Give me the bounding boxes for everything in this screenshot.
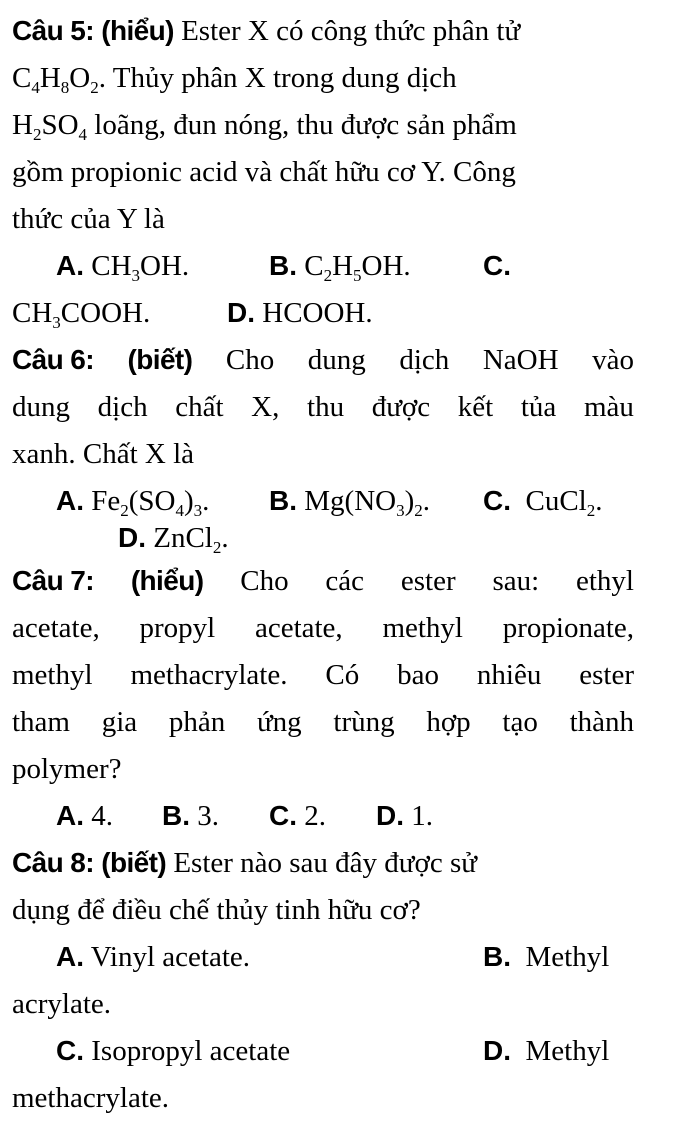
q5-option-c-value: $CH_3COOH$. [12, 297, 151, 332]
q8-option-d: D. Methyl [483, 1035, 610, 1067]
q5-option-d: D. HCOOH. [227, 297, 373, 329]
q5-text: loãng, đun nóng, thu được sản phẩm [87, 109, 517, 141]
q5-label: Câu 5: [12, 15, 94, 46]
q7-option-d: D. 1. [376, 800, 433, 832]
q5-line-1 [12, 14, 634, 50]
q5-line-3 [12, 108, 634, 144]
q8-options-row-2 [12, 1034, 634, 1070]
q7-options-row [12, 799, 634, 835]
q5-options-row-2 [12, 296, 634, 332]
q8-label: Câu 8: [12, 847, 94, 878]
q5-option-c-label: C. [483, 250, 511, 281]
q6-label: Câu 6: [12, 344, 94, 375]
q5-level: (hiểu) [101, 15, 174, 46]
q7-line-3: methyl methacrylate. Có bao nhiêu ester [12, 659, 634, 691]
q7-line-2: acetate, propyl acetate, methyl propionate, [12, 612, 634, 644]
q6-option-a: A. $Fe_2(SO_4)_3$. [56, 485, 210, 520]
q8-option-a: A. Vinyl acetate. [56, 941, 251, 973]
q6-line-3: xanh. Chất X là [12, 438, 195, 470]
q6-level: (biết) [127, 344, 193, 375]
q5-line-5: thức của Y là [12, 203, 165, 235]
q7-option-a: A. 4. [56, 800, 113, 832]
q8-option-c: C. Isopropyl acetate [56, 1035, 291, 1067]
q8-option-b: B. Methyl [483, 941, 610, 973]
q8-line-2: dụng để điều chế thủy tinh hữu cơ? [12, 894, 421, 926]
q5-options-row-1 [12, 249, 634, 285]
q6-options-row-1 [12, 484, 634, 520]
q6-line-2: dung dịch chất X, thu được kết tủa màu [12, 391, 634, 423]
q5-option-b: B. $C_2H_5OH$. [269, 250, 411, 285]
q5-option-a: A. $CH_3OH$. [56, 250, 190, 285]
q6-options-row-2 [12, 521, 634, 557]
q5-line-4: gồm propionic acid và chất hữu cơ Y. Công [12, 156, 516, 188]
q6-line-1: Câu 6: (biết) Cho dung dịch NaOH vào [12, 343, 634, 379]
q8-level: (biết) [101, 847, 167, 878]
q6-option-b: B. $Mg(NO_3)_2$. [269, 485, 431, 520]
q8-text: Ester nào sau đây được sử [166, 847, 477, 879]
q7-line-5: polymer? [12, 753, 122, 785]
q6-option-c: C. CuCl$_2$. [483, 485, 603, 520]
q8-option-b-cont: acrylate. [12, 988, 112, 1020]
q5-line-2 [12, 61, 634, 97]
q7-line-4: tham gia phản ứng trùng hợp tạo thành [12, 706, 634, 738]
q5-text: Ester X có công thức phân tử [173, 15, 521, 47]
q8-options-row-1 [12, 940, 634, 976]
q5-formula: $C_4H_8O_2$ [12, 62, 99, 97]
q8-line-1 [12, 846, 634, 882]
q6-option-d: D. ZnCl$_2$. [118, 522, 229, 557]
q7-option-c: C. 2. [269, 800, 326, 832]
q7-line-1: Câu 7: (hiểu) Cho các ester sau: ethyl [12, 564, 634, 600]
q5-text: . Thủy phân X trong dung dịch [98, 62, 457, 94]
q5-acid-formula: $H_2SO_4$ [12, 109, 88, 144]
q7-option-b: B. 3. [162, 800, 219, 832]
q8-option-d-cont: methacrylate. [12, 1082, 169, 1114]
q7-label: Câu 7: [12, 565, 94, 596]
q7-level: (hiểu) [130, 565, 204, 596]
